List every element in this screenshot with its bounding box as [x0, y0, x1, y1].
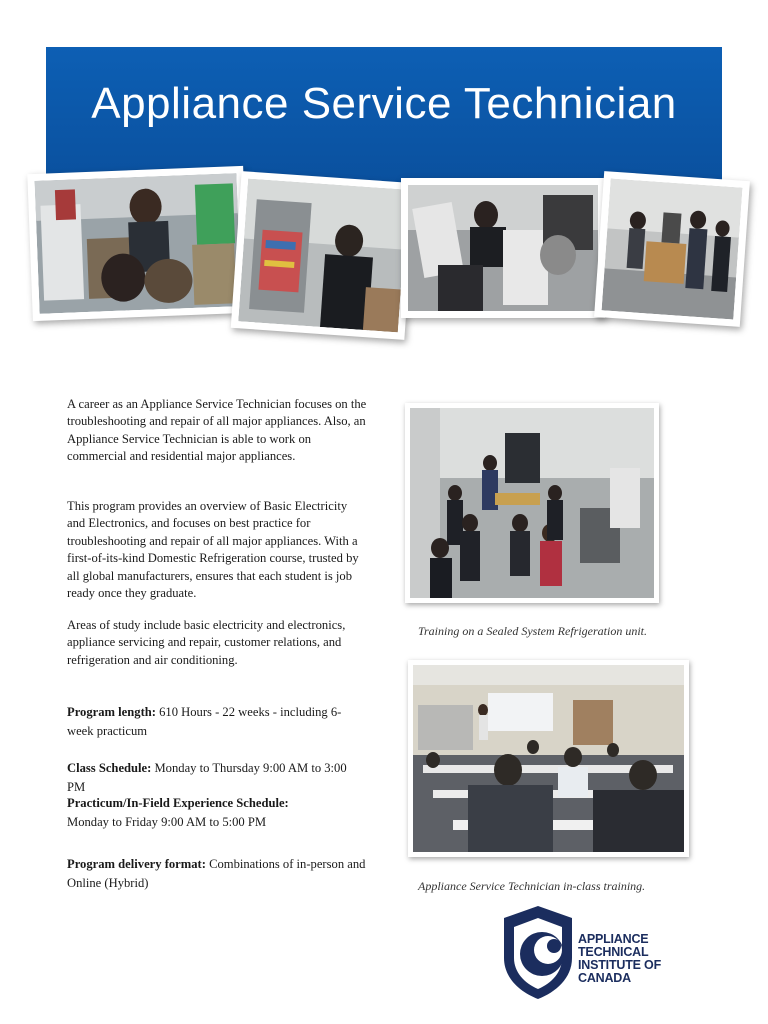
intro-paragraph-3-text: Areas of study include basic electricity and electronics, appliance servicing and repair, customer relations, and refrigeration and air conditioning. [67, 618, 346, 667]
page-title: Appliance Service Technician [91, 79, 677, 128]
logo-line-2: INSTITUTE OF CANADA [578, 958, 662, 985]
intro-paragraph-3 [67, 617, 367, 669]
institute-logo [500, 904, 690, 1000]
practicum-schedule-value: Monday to Friday 9:00 AM to 5:00 PM [67, 815, 267, 829]
delivery-format-label: Program delivery format: [67, 857, 206, 871]
photo-technician-wiring [231, 171, 416, 340]
delivery-format-value: Combinations of in-person and Online (Hybrid) [67, 857, 366, 890]
photo-classroom-training [408, 660, 689, 857]
intro-paragraph-1-text: A career as an Appliance Service Technician focuses on the troubleshooting and repair of all major appliances. Also, an Appliance Service Technician is able to work on commercial and residential major appliances. [67, 397, 367, 464]
logo-text [578, 933, 690, 985]
caption-classroom: Appliance Service Technician in-class training. [418, 879, 646, 893]
class-schedule-label: Class Schedule: [67, 761, 152, 775]
class-schedule-value: Monday to Thursday 9:00 AM to 3:00 PM [67, 761, 347, 794]
program-length [67, 703, 367, 741]
program-length-label: Program length: [67, 705, 156, 719]
program-length-value: 610 Hours - 22 weeks - including 6-week practicum [67, 705, 342, 738]
practicum-schedule [67, 794, 367, 832]
shield-logo-icon [500, 904, 576, 1000]
photo-refrigeration-training [405, 403, 659, 603]
practicum-schedule-label: Practicum/In-Field Experience Schedule: [67, 796, 289, 810]
delivery-format [67, 855, 367, 893]
caption-refrigeration: Training on a Sealed System Refrigeration unit. [418, 624, 647, 638]
intro-paragraph-1 [67, 396, 367, 466]
logo-line-1: APPLIANCE TECHNICAL [578, 932, 649, 959]
class-schedule [67, 759, 367, 797]
photo-technicians-working [27, 166, 248, 321]
photo-lab-group [594, 171, 750, 327]
photo-dryer-repair [401, 178, 605, 318]
intro-paragraph-2-text: This program provides an overview of Basic Electricity and Electronics, and focuses on best practice for troubleshooting and repair of all major appliances. With a first-of-its-kind Domestic Refrigeration course, trusted by all global manufacturers, ensures that each student is job ready once they graduate. [67, 499, 359, 601]
intro-paragraph-2 [67, 498, 367, 602]
